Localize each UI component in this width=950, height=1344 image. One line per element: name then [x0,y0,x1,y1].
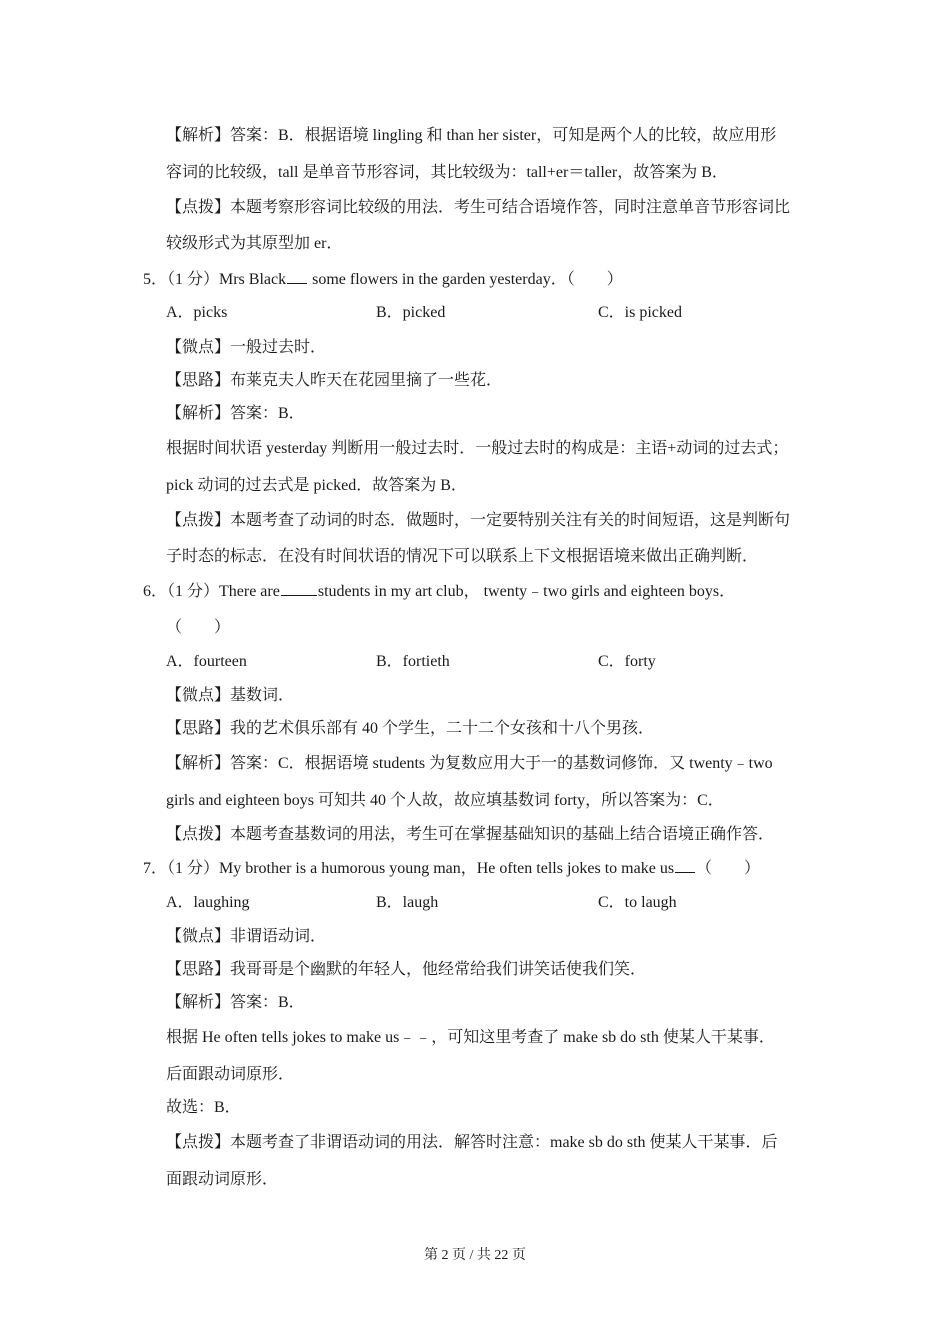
q5-option-a: A．picks [166,304,228,321]
q6-stem [143,581,735,602]
q7-tip-line-2: 面跟动词原形． [166,1171,279,1188]
q4-analysis-line-1: 【解析】答案：B．根据语境 lingling 和 than her sister，可知是两个人的比较，故应用形 [166,127,777,144]
q6-stem-end: students in my art club， twenty﹣two girls and eighteen boys． [317,583,736,600]
q7-stem-start: 7．（1 分）My brother is a humorous young man，He often tells jokes to make us [143,860,675,877]
q7-analysis: 【解析】答案：B． [166,994,305,1011]
q7-explanation-line-2: 后面跟动词原形． [166,1066,295,1083]
page-footer: 第 2 页 / 共 22 页 [424,1248,526,1263]
q7-option-a: A．laughing [166,894,250,911]
q7-stem-end: （ ） [696,860,761,877]
q5-explanation-line-2: pick 动词的过去式是 picked．故答案为 B． [166,477,467,494]
q7-tip-line-1: 【点拨】本题考查了非谓语动词的用法．解答时注意：make sb do sth 使某人干某事．后 [166,1134,778,1151]
q5-tip-line-2: 子时态的标志．在没有时间状语的情况下可以联系上下文根据语境来做出正确判断． [166,548,759,565]
q6-option-a: A．fourteen [166,653,247,670]
q5-stem-end: some flowers in the garden yesterday．（ ） [308,271,623,288]
q6-option-c: C．forty [598,653,656,670]
q5-stem [143,269,623,290]
q7-explanation-line-1: 根据 He often tells jokes to make us﹣﹣，可知这里考查了 make sb do sth 使某人干某事． [166,1029,775,1046]
q5-option-b: B．picked [376,304,446,321]
q6-stem-start: 6．（1 分）There are [143,583,280,600]
q5-analysis: 【解析】答案：B． [166,405,305,422]
q6-analysis-line-1: 【解析】答案：C．根据语境 students 为复数应用大于一的基数词修饰．又 twenty﹣two [166,755,773,772]
answer-blank [287,269,307,284]
q6-option-b: B．fortieth [376,653,450,670]
q5-explanation-line-1: 根据时间状语 yesterday 判断用一般过去时．一般过去时的构成是：主语+动词的过去式； [166,440,789,457]
q6-tip: 【点拨】本题考查基数词的用法，考生可在掌握基础知识的基础上结合语境正确作答． [166,826,775,843]
q4-tip-line-2: 较级形式为其原型加 er． [166,235,343,252]
q5-tip-line-1: 【点拨】本题考查了动词的时态．做题时，一定要特别关注有关的时间短语，这是判断句 [166,512,791,529]
q7-option-b: B．laugh [376,894,439,911]
q5-option-c: C．is picked [598,304,682,321]
q7-conclusion: 故选：B． [166,1099,241,1116]
q7-key-point: 【微点】非谓语动词． [166,928,327,945]
q6-key-point: 【微点】基数词． [166,687,295,704]
q4-analysis-line-2: 容词的比较级，tall 是单音节形容词，其比较级为：tall+er＝taller，故答案为 B． [166,164,728,181]
q6-reasoning: 【思路】我的艺术俱乐部有 40 个学生，二十二个女孩和十八个男孩． [166,720,655,737]
q7-stem [143,858,760,879]
q7-reasoning: 【思路】我哥哥是个幽默的年轻人，他经常给我们讲笑话使我们笑． [166,961,647,978]
answer-blank [281,581,317,596]
q5-reasoning: 【思路】布莱克夫人昨天在花园里摘了一些花． [166,372,503,389]
q7-option-c: C．to laugh [598,894,677,911]
q5-stem-start: 5．（1 分）Mrs Black [143,271,287,288]
q5-key-point: 【微点】一般过去时． [166,339,327,356]
q6-stem-paren: （ ） [166,619,231,636]
q6-analysis-line-2: girls and eighteen boys 可知共 40 个人故，故应填基数词 forty，所以答案为：C． [166,792,724,809]
q4-tip-line-1: 【点拨】本题考察形容词比较级的用法．考生可结合语境作答，同时注意单音节形容词比 [166,199,791,216]
answer-blank [675,858,695,873]
